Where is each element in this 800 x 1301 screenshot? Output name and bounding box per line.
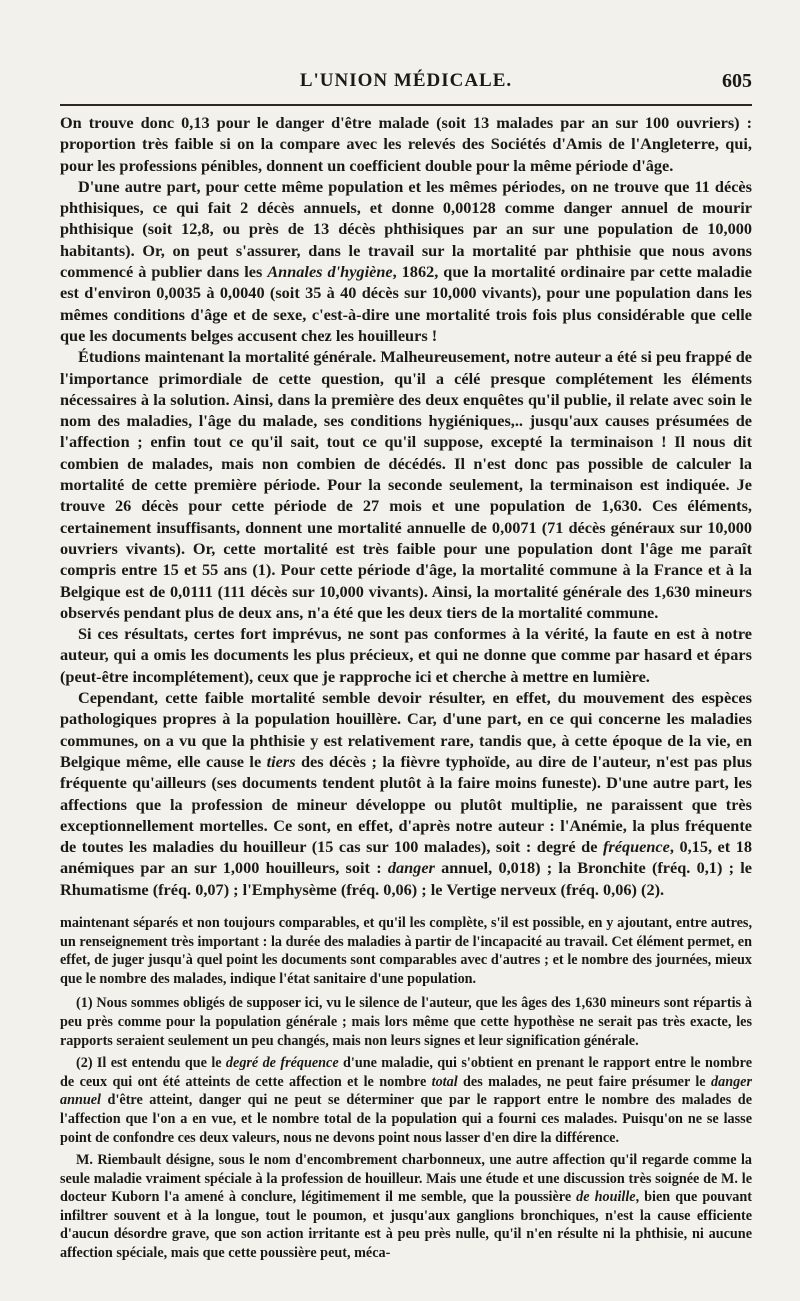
page-header — [60, 64, 752, 106]
paragraph-4: Si ces résultats, certes fort imprévus, ne sont pas conformes à la vérité, la faute en est à notre auteur, qui a omis les documents les plus précieux, et qui ne donne que comme par hasard et épars (peut-être incomplétement), ceux que je rapproche ici et cherche à mettre en lumière. — [60, 624, 752, 686]
footnote-3-text-b: , bien que pouvant infiltrer souvent et à la longue, tout le poumon, et jusqu'aux ganglions bronchiques, n'est la cause efficiente d'aucun désordre grave, que son action irritante est à peu près nulle, qu'il n'en résulte ni la phthisie, ni aucune affection spéciale, mais que cette poussière peut, méca- — [60, 1189, 752, 1262]
paragraph-1: On trouve donc 0,13 pour le danger d'être malade (soit 13 malades par an sur 100 ouvriers) : proportion très faible si on la compare avec les relevés des Sociétés d'Amis de l'Angleterre, qui, pour les professions pénibles, donnent un coefficient double pour la même période d'âge. — [60, 113, 752, 175]
footnote-2 — [60, 1054, 752, 1147]
emphasis-frequence: fréquence — [602, 837, 670, 857]
footnote-2-text-a: (2) Il est entendu que le — [76, 1055, 226, 1072]
footnote-2-text-c: des malades, ne peut faire présumer le — [457, 1073, 711, 1090]
footnote-continuation: maintenant séparés et non toujours comparables, et qu'il les complète, s'il est possible, en y ajoutant, entre autres, un renseignement très important : la durée des maladies à partir de l'incapacité au travail. Cet élément permet, en effet, de juger jusqu'à quel point les documents sont comparables avec d'autres ; et le nombre des journées, mieux que le nombre des malades, indique l'état sanitaire d'une population. — [60, 914, 752, 987]
paragraph-2-text-b: , 1862, que la mortalité ordinaire par cette maladie est d'environ 0,0035 à 0,0040 (soit 35 à 40 décès sur 10,000 vivants), pour une population dans les mêmes conditions d'âge et de sexe, c'est-à-dire une mortalité trois fois plus considérable que celle que les documents belges accusent chez les houilleurs ! — [60, 262, 752, 345]
paragraph-3: Étudions maintenant la mortalité générale. Malheureusement, notre auteur a été si peu frappé de l'importance primordiale de cette question, qu'il a célé presque complétement les éléments nécessaires à la solution. Ainsi, dans la première des deux enquêtes qu'il publie, il relate avec soin le nom des maladies, l'âge du malade, ses conditions hygiéniques,.. jusqu'aux causes présumées de l'affection ; enfin tout ce qu'il sait, tout ce qu'il suppose, excepté la terminaison ! Il nous dit combien de malades, mais non combien de décédés. Il n'est donc pas possible de calculer la mortalité de cette première période. Pour la seconde seulement, la terminaison est indiquée. Je trouve 26 décès pour cette période de 27 mois et une population de 1,630. Ces éléments, certainement insuffisants, donnent une mortalité annuelle de 0,0071 (71 décès généraux sur 10,000 ouvriers vivants). Or, cette mortalité est très faible pour une population dont l'âge me paraît compris entre 15 et 55 ans (1). Pour cette période d'âge, la mortalité commune à la France et à la Belgique est de 0,0111 (111 décès sur 10,000 vivants). Ainsi, la mortalité générale des 1,630 mineurs observés pendant plus de deux ans, n'a été que les deux tiers de la mortalité commune. — [60, 347, 752, 622]
footnote-3-text-a: M. Riembault désigne, sous le nom d'encombrement charbonneux, une autre affection qu'il regarde comme la seule maladie vraiment spéciale à la profession de houilleur. Mais une étude et une discussion très soignée de M. le docteur Kuborn l'a amené à conclure, légitimement il me semble, que la poussière — [60, 1152, 752, 1206]
main-text — [60, 112, 752, 900]
emphasis-danger-annuel: danger annuel — [60, 1073, 752, 1109]
footnote-1: (1) Nous sommes obligés de supposer ici, vu le silence de l'auteur, que les âges des 1,630 mineurs sont répartis à peu près comme pour la population générale ; mais lors même que cette hypothèse ne serait pas très exacte, les rapports seraient seulement un peu changés, mais non leurs signes et leur signification générale. — [60, 995, 752, 1049]
paragraph-5 — [60, 687, 752, 900]
paragraph-5-text-b: des décès ; la fièvre typhoïde, au dire de l'auteur, n'est pas plus fréquente qu'ailleurs (ses documents tendent plutôt à la faire moins funeste). D'une autre part, les affections que la profession de mineur développe ou plutôt multiplie, ne paraissent que très exceptionnellement mortelles. Ce sont, en effet, d'après notre auteur : l'Anémie, la plus fréquente de toutes les maladies du houilleur (15 cas sur 100 malades), soit : degré de — [60, 751, 753, 857]
running-title: L'UNION MÉDICALE. — [299, 70, 513, 91]
journal-title: Annales d'hygiène — [267, 262, 393, 282]
footnote-2-text-d: d'être atteint, danger qui ne peut se déterminer que par le rapport entre le nombre des malades de l'affection que l'on a en vue, et le nombre total de la population qui a fourni ces malades. Puisqu'on ne se lasse point de confondre ces deux valeurs, nous ne devons point nous lasser d'en dire la différence. — [60, 1092, 752, 1146]
footnotes — [60, 914, 752, 1263]
paragraph-5-text-c: , 0,15, et 18 anémiques par an sur 1,000 houilleurs, soit : — [60, 837, 752, 878]
page-number: 605 — [722, 70, 752, 92]
footnote-3 — [60, 1151, 752, 1263]
paragraph-2 — [60, 176, 752, 346]
footnote-2-text-b: d'une maladie, qui s'obtient en prenant le rapport entre le nombre de ceux qui ont été atteints de cette affection et le nombre — [60, 1055, 752, 1090]
emphasis-total: total — [431, 1073, 458, 1090]
emphasis-de-houille: de houille — [576, 1189, 636, 1206]
emphasis-tiers: tiers — [266, 751, 296, 771]
paragraph-2-text-a: D'une autre part, pour cette même population et les mêmes périodes, on ne trouve que 11 décès phthisiques, ce qui fait 2 décès annuels, et donne 0,00128 comme danger annuel de mourir phthisique (soit 12,8, ou près de 13 décès phthisiques par an sur une population de 10,000 habitants). Or, on peut s'assurer, dans le travail sur la mortalité par phthisie que nous avons commencé à publier dans les — [60, 176, 752, 282]
paragraph-5-text-a: Cependant, cette faible mortalité semble devoir résulter, en effet, du mouvement des espèces pathologiques propres à la population houillère. Car, d'une part, en ce qui concerne les maladies communes, on a vu que la phthisie y est relativement rare, tandis que, à cette époque de la vie, en Belgique même, elle cause le — [60, 688, 752, 771]
emphasis-degre-frequence: degré de fréquence — [225, 1055, 339, 1072]
emphasis-danger: danger — [387, 858, 435, 878]
paragraph-5-text-d: annuel, 0,018) ; la Bronchite (fréq. 0,1) ; le Rhumatisme (fréq. 0,07) ; l'Emphysème (fréq. 0,06) ; le Vertige nerveux (fréq. 0,06) (2). — [60, 858, 752, 899]
